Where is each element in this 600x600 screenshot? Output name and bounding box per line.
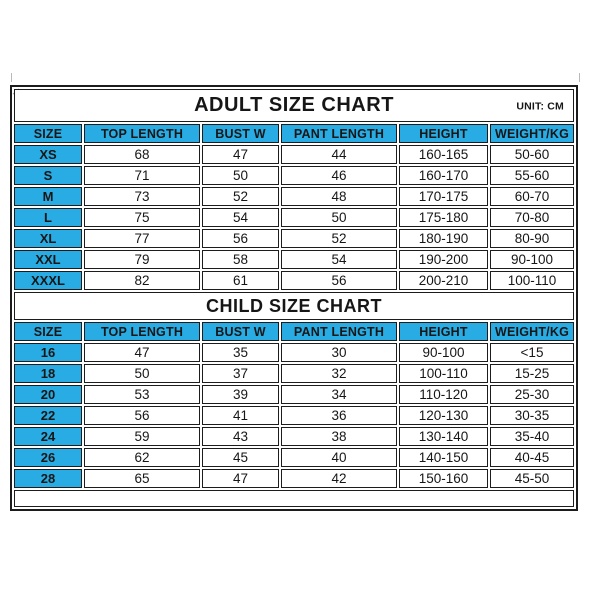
- value-cell: 32: [281, 364, 397, 383]
- value-cell: 170-175: [399, 187, 488, 206]
- column-header-pant-length: PANT LENGTH: [281, 124, 397, 143]
- table-row-l: [14, 208, 574, 227]
- value-cell: 56: [202, 229, 279, 248]
- table-row-xxl: [14, 250, 574, 269]
- size-cell: 16: [14, 343, 82, 362]
- child-title-cell: [14, 292, 574, 320]
- table-row-s: [14, 166, 574, 185]
- value-cell: 70-80: [490, 208, 574, 227]
- value-cell: 52: [281, 229, 397, 248]
- scan-tick-left: [11, 73, 12, 82]
- size-cell: XS: [14, 145, 82, 164]
- value-cell: 56: [281, 271, 397, 290]
- value-cell: 55-60: [490, 166, 574, 185]
- size-cell: 26: [14, 448, 82, 467]
- value-cell: 38: [281, 427, 397, 446]
- child-header-row: [14, 322, 574, 341]
- value-cell: 58: [202, 250, 279, 269]
- value-cell: 47: [202, 469, 279, 488]
- column-header-bust-w: BUST W: [202, 124, 279, 143]
- value-cell: 77: [84, 229, 200, 248]
- size-cell: XXXL: [14, 271, 82, 290]
- value-cell: 43: [202, 427, 279, 446]
- value-cell: 25-30: [490, 385, 574, 404]
- size-cell: 22: [14, 406, 82, 425]
- size-cell: S: [14, 166, 82, 185]
- value-cell: 35: [202, 343, 279, 362]
- table-row-m: [14, 187, 574, 206]
- table-row-28: [14, 469, 574, 488]
- size-cell: L: [14, 208, 82, 227]
- scan-tick-right: [579, 73, 580, 82]
- value-cell: 56: [84, 406, 200, 425]
- column-header-size: SIZE: [14, 322, 82, 341]
- column-header-height: HEIGHT: [399, 322, 488, 341]
- value-cell: 175-180: [399, 208, 488, 227]
- value-cell: 46: [281, 166, 397, 185]
- column-header-weight: WEIGHT/KG: [490, 322, 574, 341]
- value-cell: 50: [202, 166, 279, 185]
- empty-row-cell: [14, 490, 574, 507]
- value-cell: 100-110: [399, 364, 488, 383]
- value-cell: 30-35: [490, 406, 574, 425]
- value-cell: 140-150: [399, 448, 488, 467]
- value-cell: 45: [202, 448, 279, 467]
- value-cell: 45-50: [490, 469, 574, 488]
- column-header-bust-w: BUST W: [202, 322, 279, 341]
- table-row-xxxl: [14, 271, 574, 290]
- size-cell: 24: [14, 427, 82, 446]
- value-cell: 80-90: [490, 229, 574, 248]
- value-cell: 62: [84, 448, 200, 467]
- table-row-26: [14, 448, 574, 467]
- size-chart-container: [10, 85, 578, 511]
- value-cell: 61: [202, 271, 279, 290]
- value-cell: 100-110: [490, 271, 574, 290]
- value-cell: 36: [281, 406, 397, 425]
- size-chart-table: [10, 85, 578, 511]
- value-cell: 65: [84, 469, 200, 488]
- footer-empty-row: [14, 490, 574, 507]
- child-chart-title: CHILD SIZE CHART: [206, 295, 382, 316]
- value-cell: 39: [202, 385, 279, 404]
- table-row-24: [14, 427, 574, 446]
- column-header-top-length: TOP LENGTH: [84, 322, 200, 341]
- table-row-16: [14, 343, 574, 362]
- unit-label: UNIT: CM: [516, 99, 564, 112]
- value-cell: 50: [281, 208, 397, 227]
- table-row-20: [14, 385, 574, 404]
- value-cell: 68: [84, 145, 200, 164]
- value-cell: <15: [490, 343, 574, 362]
- value-cell: 50-60: [490, 145, 574, 164]
- value-cell: 160-165: [399, 145, 488, 164]
- adult-title-row: [14, 89, 574, 122]
- size-cell: 20: [14, 385, 82, 404]
- column-header-pant-length: PANT LENGTH: [281, 322, 397, 341]
- column-header-top-length: TOP LENGTH: [84, 124, 200, 143]
- value-cell: 54: [281, 250, 397, 269]
- value-cell: 73: [84, 187, 200, 206]
- value-cell: 41: [202, 406, 279, 425]
- value-cell: 53: [84, 385, 200, 404]
- value-cell: 44: [281, 145, 397, 164]
- value-cell: 130-140: [399, 427, 488, 446]
- value-cell: 59: [84, 427, 200, 446]
- size-cell: 18: [14, 364, 82, 383]
- value-cell: 60-70: [490, 187, 574, 206]
- value-cell: 160-170: [399, 166, 488, 185]
- value-cell: 50: [84, 364, 200, 383]
- size-cell: M: [14, 187, 82, 206]
- adult-title-cell: [14, 89, 574, 122]
- value-cell: 40: [281, 448, 397, 467]
- value-cell: 47: [84, 343, 200, 362]
- value-cell: 110-120: [399, 385, 488, 404]
- value-cell: 90-100: [490, 250, 574, 269]
- size-cell: XL: [14, 229, 82, 248]
- value-cell: 79: [84, 250, 200, 269]
- value-cell: 190-200: [399, 250, 488, 269]
- table-row-xs: [14, 145, 574, 164]
- column-header-size: SIZE: [14, 124, 82, 143]
- table-row-18: [14, 364, 574, 383]
- value-cell: 35-40: [490, 427, 574, 446]
- table-row-xl: [14, 229, 574, 248]
- value-cell: 150-160: [399, 469, 488, 488]
- value-cell: 37: [202, 364, 279, 383]
- value-cell: 15-25: [490, 364, 574, 383]
- size-cell: 28: [14, 469, 82, 488]
- value-cell: 34: [281, 385, 397, 404]
- value-cell: 90-100: [399, 343, 488, 362]
- adult-header-row: [14, 124, 574, 143]
- table-row-22: [14, 406, 574, 425]
- value-cell: 52: [202, 187, 279, 206]
- value-cell: 120-130: [399, 406, 488, 425]
- value-cell: 71: [84, 166, 200, 185]
- column-header-height: HEIGHT: [399, 124, 488, 143]
- adult-chart-title: ADULT SIZE CHART: [194, 94, 394, 116]
- value-cell: 40-45: [490, 448, 574, 467]
- value-cell: 30: [281, 343, 397, 362]
- child-title-row: [14, 292, 574, 320]
- column-header-weight: WEIGHT/KG: [490, 124, 574, 143]
- value-cell: 54: [202, 208, 279, 227]
- value-cell: 75: [84, 208, 200, 227]
- value-cell: 200-210: [399, 271, 488, 290]
- size-cell: XXL: [14, 250, 82, 269]
- value-cell: 82: [84, 271, 200, 290]
- value-cell: 47: [202, 145, 279, 164]
- value-cell: 48: [281, 187, 397, 206]
- value-cell: 42: [281, 469, 397, 488]
- value-cell: 180-190: [399, 229, 488, 248]
